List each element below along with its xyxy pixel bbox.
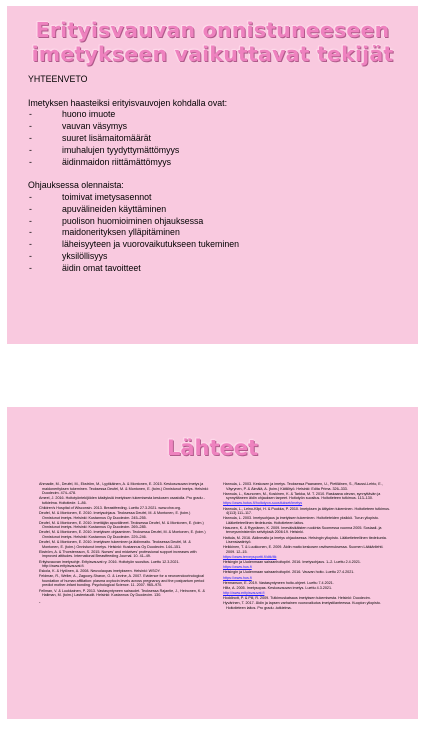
reference-entry: https://www.terveysportti.fi/dtk/ltk (223, 554, 277, 559)
reference-entry: Hiltz, A. 2005. Imetysopas. Keskosvauvan imetys. Luettu 4.3.2021. (223, 585, 333, 590)
reference-entry: Hattula, M. 2016. Äidinmaito ja imetys ohjauksessa. Helsingin yliopisto. Lääketieteellinen tiedekunta. Lisensiaatintyö. (223, 535, 387, 545)
reference-entry: Hannula, L. 2003. Keskosen ja imetys. Teoksessa Paananen, U., Pietiläinen, S., Raussi-Lehto, E., Väyrynen, P. & Äimälä, A. (toim.) Kätilötyö. Helsinki: Edita Prima. 326–333. (223, 482, 383, 491)
list-item: - huono imuote (28, 109, 418, 121)
references-columns (39, 482, 408, 611)
reference-entry: Fellman, V. & Luukkainen, P. 2013. Vastasyntyneen sairaudet. Teoksessa Rajantie, J., Heinonen, K. & Hallman, M. (toim.) Lastentaudit. Helsinki: Kustannus Oy Duodecim. 130. (39, 588, 205, 598)
references-right-column (223, 482, 393, 611)
reference-entry: Erityisvauvan imetysohje. Erityisvauvat ry. 2016. Hoitotyön suositus. Luettu 12.3.2021. http://www.erityisvauvat.fi. (39, 559, 180, 569)
reference-entry: http://www.erityisvauvat.fi (223, 590, 265, 595)
summary-body (7, 66, 418, 275)
list-item: - imuhalujen tyydyttymättömyys (28, 145, 418, 157)
references-left-column (39, 482, 209, 611)
reference-entry: Eskola, K. & Hytönen, A. 2008. Neuvolaopas imetykseen. Helsinki: WSOY. (39, 569, 161, 574)
reference-entry: Hermanson, E. 2019. Vastasyntyneen hoito-ohjeet. Luettu 7.4.2021. (223, 580, 334, 585)
list-item: - toimivat imetysasennot (28, 192, 418, 204)
reference-entry: Helsingin ja Uudenmaan sairaanhoitopiiri. 2016. Vauvan hoito. Luettu 27.4.2021. (223, 570, 355, 575)
list-item: - apuvälineiden käyttäminen (28, 204, 418, 216)
reference-entry: Children's Hospital of Wisconsin. 2013. Breastfeeding. Luettu 27.3.2021. www.chw.org. (39, 505, 181, 510)
summary-slide-title: Erityisvauvan onnistuneeseen imetykseen vaikuttavat tekijät (31, 18, 394, 66)
list-item: - läheisyyteen ja vuorovaikutukseen tukeminen (28, 239, 418, 251)
reference-entry: https://www.hus.fi (223, 575, 252, 580)
references-slide-title: Lähteet (166, 436, 259, 460)
reference-entry: Deufel, M. & Montonen, E. 2010. Imetyksen ohjaaminen. Teoksessa Deufel, M. & Montonen, E. (toim.) Onnistunut imetys. Helsinki: Kustannus Oy Duodecim. 229–246. (39, 530, 206, 539)
reference-entry: Ekström, A. & Thorstensson, S. 2015. Nurses' and midwives' professional support increases with improved attitudes. International Breastfeeding Journal. 10. 41–49. (39, 549, 197, 559)
summary-label: YHTEENVETO (28, 74, 88, 84)
list-item: - äidin omat tavoitteet (28, 263, 418, 275)
reference-entry: Deufel, M. & Montonen, E. 2010. Imettäjän apuvälineet. Teoksessa Deufel, M. & Montonen, E. (toim.) Onnistunut imetys. Helsinki: Kustannus Oy Duodecim. 269–285. (39, 520, 204, 530)
reference-entry: Hasunen, K. & Ryynänen, K. 2009. Imeväisikäisten ruokinta Suomessa vuonna 2005. Sosiaali- ja terveysministeriön selvityksiä 2006:19. Helsinki. (223, 525, 382, 535)
reference-entry: https://www.hus.fi (223, 565, 252, 570)
references-slide (7, 407, 418, 719)
reference-entry: Deufel, M. & Montonen, E. 2010. Imetysohjaus. Teoksessa Deufel, M. & Montonen, E. (toim.) Onnistunut imetys. Helsinki: Kustannus Oy Duodecim. 245–255. (39, 511, 191, 520)
list-item: - vauvan väsymys (28, 121, 418, 133)
reference-entry: https://www.hotus.fi/hoitotyon-suositukset/imetys (223, 501, 303, 506)
list-item: - äidinmaidon riittämättömyys (28, 157, 418, 169)
summary-slide (7, 6, 418, 344)
guidance-list (28, 192, 418, 275)
reference-entry: Hannula, L., Leino-Kilpi, H. & Puukka, P. 2010. Imetyksen ja äitiyden tukeminen. Hoitotieteen tutkimus. 4(113) 111–117. (223, 506, 390, 516)
reference-entry: Ameel, J. 2016. Hoitotyöntekijöiden käsityksiä imetyksen tukemisesta keskosen osastolla. Pro gradu -tutkielma. Hoitotiede. 1–86. (39, 496, 205, 505)
list-item: - suuret lisämaitomäärät (28, 133, 418, 145)
reference-entry: Hannula, L., Kaunonen, M., Koskinen, K. & Tarkka, M. T. 2010. Raskaana olevan, synnyttävän ja synnyttäneen äidin ohjauksen tarpeet. Hoitotyön suositus. Hoitotieteen tutkimus. 113–130. (223, 491, 381, 501)
reference-entry: Heikkinen, T. & Luukkonen, E. 2009. Äidin maito keskosen ravitsemuksessa. Suomen Lääkärilehti. 2009. 12–15. (223, 545, 384, 554)
reference-entry: Hoddinott, P. & Pill, R. 2009. Tutkimuskatsaus imetyksen tukemisesta. Helsinki: Duodecim. (223, 596, 371, 601)
guidance-intro: Ohjauksessa olennaista: (28, 180, 124, 191)
list-item: - maidonerityksen ylläpitäminen (28, 227, 418, 239)
reference-entry: Feldman, R., Weller, A., Zagoory-Sharon, O. & Levine, A. 2007. Evidence for a neuroendocrinological foundation of human affiliation: plasma oxytocin levels across pregnancy and the postpartum period predict mother-infant bonding. Psychological Science. 11. 2007. 965–970. (39, 574, 205, 588)
list-item: - yksilöllisyys (28, 251, 418, 263)
trailing-mark: . (39, 598, 41, 605)
reference-entry: Deufel, M. & Montonen, E. 2010. Imetyksen tukeminen ja äidinmaito. Teoksessa Deufel, M. & Montonen, E. (toim.) Onnistunut imetys. Helsinki: Kustannus Oy Duodecim. 144–151. (39, 540, 191, 549)
reference-entry: Ahmadie, M., Deufel, M., Ekström, M., Lyytikäinen, A. & Montonen, E. 2015. Keskosvauvan imetys ja maidonerityksen tukeminen. Teoksessa Deufel, M. & Montonen, E. (toim.) Onnistunut imetys. Helsinki: Duodecim. 474–478. (39, 482, 209, 496)
reference-entry: Hyvärinen, T. 2017. Äidin ja lapsen varhainen vuorovaikutus imetystilanteessa. Kuopion yliopisto. Hoitotieteen laitos. Pro gradu -tutkielma. (223, 601, 381, 610)
reference-entry: Hannula, L. 2003. Imetysohjaus ja imetyksen tukeminen. Hoitotieteiden yksikkö. Turun yliopisto. Lääketieteellinen tiedekunta. Hoitotieteen laitos. (223, 516, 379, 525)
reference-entry: Helsingin ja Uudenmaan sairaanhoitopiiri. 2016. Imetysohjaus. 1–2. Luettu 2.4.2021. (223, 560, 361, 565)
challenges-list (28, 109, 418, 168)
challenges-intro: Imetyksen haasteiksi erityisvauvojen kohdalla ovat: (28, 97, 228, 108)
list-item: - puolison huomioiminen ohjauksessa (28, 216, 418, 228)
